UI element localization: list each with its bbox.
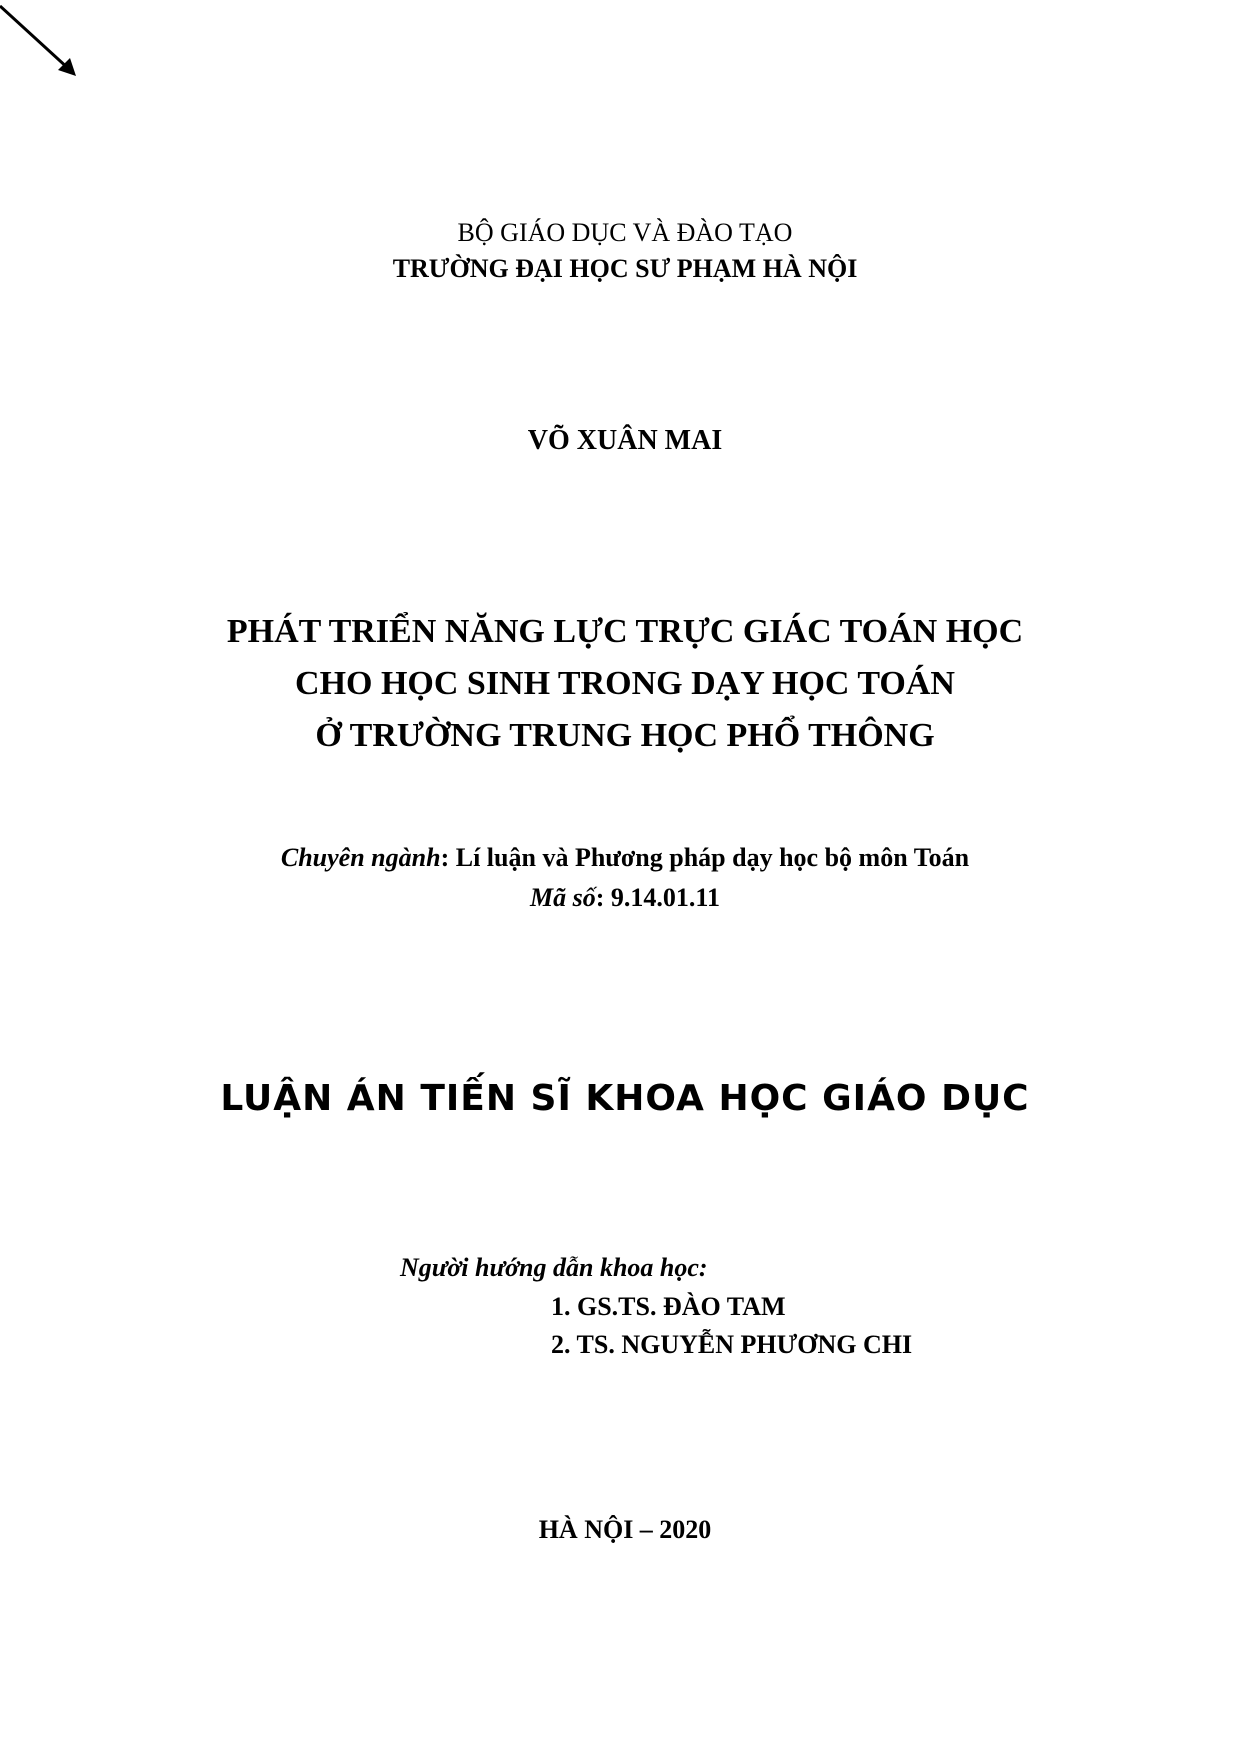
university-name: TRƯỜNG ĐẠI HỌC SƯ PHẠM HÀ NỘI (392, 254, 858, 283)
thesis-title-line-1: PHÁT TRIỂN NĂNG LỰC TRỰC GIÁC TOÁN HỌC (226, 613, 1024, 650)
thesis-title-line-3: Ở TRƯỜNG TRUNG HỌC PHỔ THÔNG (315, 717, 935, 754)
thesis-title-line-2: CHO HỌC SINH TRONG DẠY HỌC TOÁN (295, 665, 955, 702)
advisors-label: Người hướng dẫn khoa học: (400, 1253, 708, 1282)
corner-arrow-icon (0, 0, 90, 90)
specialization-separator: : (440, 843, 456, 872)
advisor-item: 1. GS.TS. ĐÀO TAM (551, 1292, 786, 1321)
advisor-item: 2. TS. NGUYỄN PHƯƠNG CHI (551, 1330, 913, 1359)
place-year: HÀ NỘI – 2020 (538, 1515, 712, 1544)
code-line (0, 882, 1240, 914)
specialization-label: Chuyên ngành (280, 843, 441, 872)
code-separator: : (595, 883, 611, 912)
specialization-value: Lí luận và Phương pháp dạy học bộ môn Toán (455, 843, 970, 872)
author-name: VÕ XUÂN MAI (527, 425, 723, 456)
specialization-line (0, 842, 1240, 874)
code-label: Mã số (530, 883, 596, 912)
code-value: 9.14.01.11 (610, 883, 720, 912)
degree-title: LUẬN ÁN TIẾN SĨ KHOA HỌC GIÁO DỤC (220, 1078, 1030, 1119)
ministry-name: BỘ GIÁO DỤC VÀ ĐÀO TẠO (457, 218, 793, 247)
